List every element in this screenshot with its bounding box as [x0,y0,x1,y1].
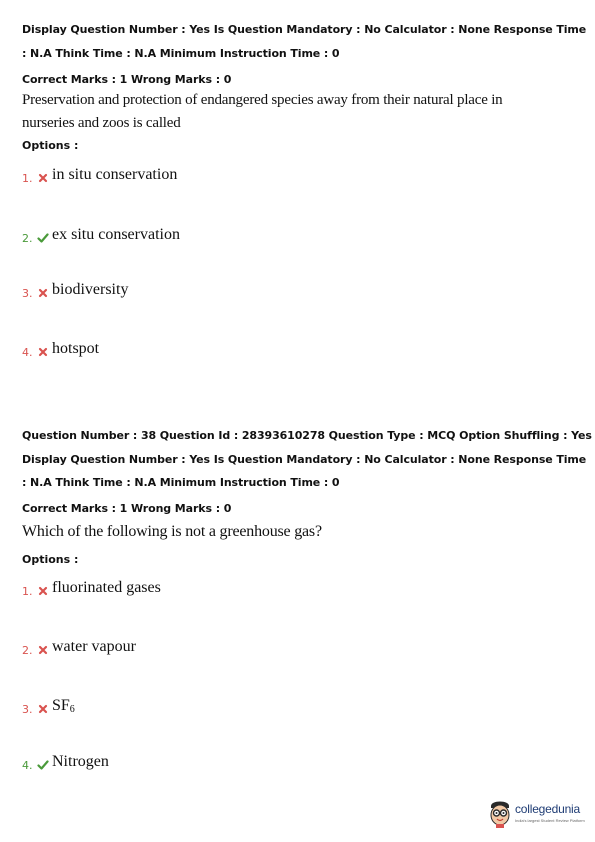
mascot-face-icon [488,798,512,828]
q1-meta-line-2: : N.A Think Time : N.A Minimum Instruction Time : 0 [22,47,340,60]
logo-tagline: India's largest Student Review Platform [515,818,585,823]
q2-meta-line-3: : N.A Think Time : N.A Minimum Instruction Time : 0 [22,476,340,489]
option-text: water vapour [52,638,136,655]
check-icon [37,232,49,244]
cross-icon [37,172,49,184]
q2-question: Which of the following is not a greenhouse gas? [22,523,322,540]
logo-wordmark: collegedunia [515,802,580,816]
q2-marks: Correct Marks : 1 Wrong Marks : 0 [22,502,232,515]
option-number: 3. [22,703,33,716]
q2-meta-line-1: Question Number : 38 Question Id : 28393610278 Question Type : MCQ Option Shuffling : Yes [22,429,592,442]
cross-icon [37,287,49,299]
option-text: fluorinated gases [52,579,161,596]
q2-meta-line-2: Display Question Number : Yes Is Question Mandatory : No Calculator : None Response Time [22,453,587,466]
option-text: Nitrogen [52,753,109,770]
option-number: 4. [22,759,33,772]
option-text: in situ conservation [52,166,178,183]
option-number: 2. [22,232,33,245]
q1-options-label: Options : [22,139,79,152]
option-number: 4. [22,346,33,359]
check-icon [37,759,49,771]
option-number: 3. [22,287,33,300]
q2-options-label: Options : [22,553,79,566]
option-text-main: SF [52,697,70,714]
cross-icon [37,644,49,656]
q1-question-line-2: nurseries and zoos is called [22,115,181,131]
option-text: ex situ conservation [52,226,180,243]
q1-marks: Correct Marks : 1 Wrong Marks : 0 [22,73,232,86]
cross-icon [37,703,49,715]
collegedunia-logo [488,798,588,830]
q1-meta-line-1: Display Question Number : Yes Is Question Mandatory : No Calculator : None Response Time [22,23,587,36]
option-text [52,697,75,715]
option-number: 1. [22,585,33,598]
option-text: biodiversity [52,281,129,298]
cross-icon [37,346,49,358]
cross-icon [37,585,49,597]
option-number: 1. [22,172,33,185]
option-number: 2. [22,644,33,657]
option-text: hotspot [52,340,100,357]
q1-question-line-1: Preservation and protection of endangered species away from their natural place in [22,92,503,108]
option-text-subscript: 6 [69,704,75,715]
